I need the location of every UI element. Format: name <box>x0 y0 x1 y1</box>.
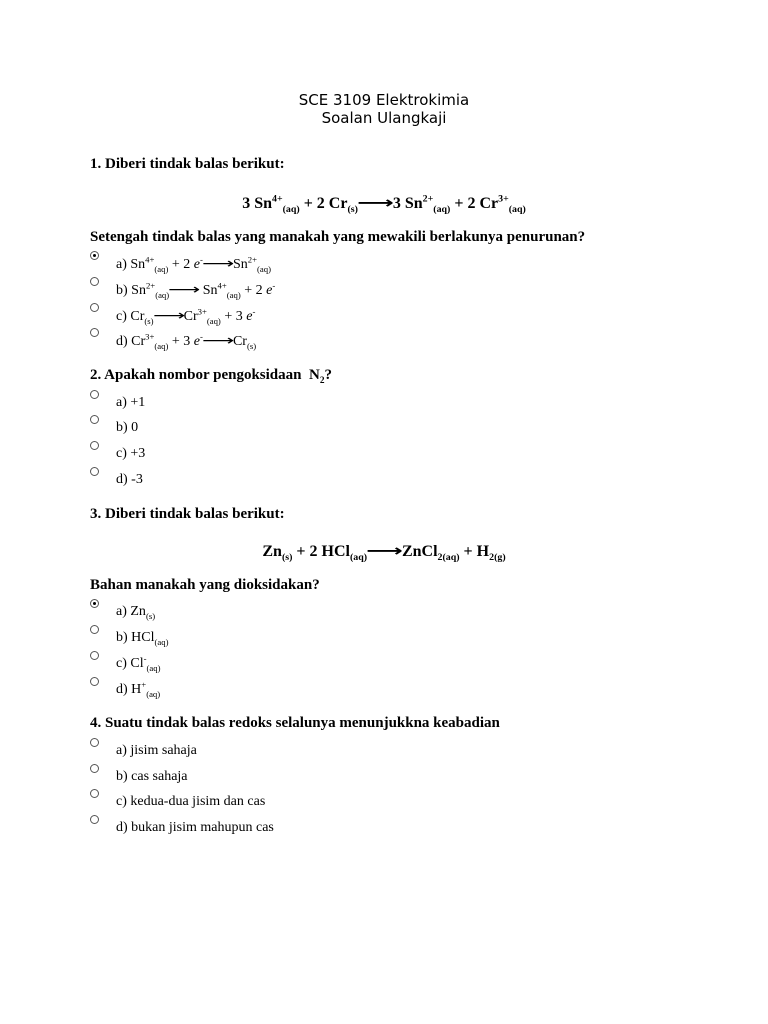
reaction-arrow-icon: ⟶ <box>201 256 234 272</box>
radio-button[interactable] <box>90 625 99 634</box>
radio-button[interactable] <box>90 738 99 747</box>
text-run: 2. Apakah nombor pengoksidaan N <box>90 367 320 383</box>
electron-symbol: e <box>246 309 253 324</box>
subscript: (aq) <box>433 204 451 216</box>
text-run: b) HCl <box>116 630 155 645</box>
question-3-prompt: Bahan manakah yang dioksidakan? <box>90 577 320 593</box>
radio-button[interactable] <box>90 467 99 476</box>
question-3-equation <box>0 541 768 564</box>
question-1-equation <box>0 193 768 216</box>
superscript: 2+ <box>247 254 257 265</box>
radio-button[interactable] <box>90 651 99 660</box>
text-run: b) cas sahaja <box>116 769 188 784</box>
text-run: ? <box>324 367 332 383</box>
superscript: - <box>143 653 147 664</box>
subscript: (s) <box>347 204 358 216</box>
text-run: d) -3 <box>116 472 143 487</box>
superscript: 4+ <box>145 254 155 265</box>
superscript: - <box>200 331 203 342</box>
option-label <box>116 395 145 411</box>
text-run: c) Cl <box>116 656 144 671</box>
superscript: - <box>200 254 203 265</box>
radio-button[interactable] <box>90 277 99 286</box>
superscript: - <box>252 306 256 317</box>
text-run: + 2 Cr <box>450 195 499 212</box>
option-label <box>116 604 155 620</box>
option-label <box>116 256 271 273</box>
text-run: a) Sn <box>116 257 146 272</box>
superscript: 4+ <box>217 280 227 291</box>
text-run: + 2 HCl <box>292 543 350 560</box>
text-run: Cr <box>232 334 247 349</box>
subscript: (s) <box>246 340 257 351</box>
subscript: (aq) <box>206 315 221 326</box>
superscript: 4+ <box>272 193 283 205</box>
radio-button[interactable] <box>90 251 99 260</box>
option-label <box>116 472 143 488</box>
question-1-stem: 1. Diberi tindak balas berikut: <box>90 156 285 172</box>
subscript: (aq) <box>154 340 169 351</box>
reaction-arrow-icon: ⟶ <box>168 282 201 298</box>
superscript: + <box>141 679 147 690</box>
text-run: + 3 <box>168 334 194 349</box>
reaction-arrow-icon: ⟶ <box>357 193 394 212</box>
text-run: Sn <box>232 257 248 272</box>
option-label <box>116 769 188 785</box>
document-subtitle: Soalan Ulangkaji <box>321 109 447 127</box>
subscript: 2 <box>319 376 325 386</box>
text-run: 3 Sn <box>392 195 423 212</box>
superscript: 3+ <box>145 331 155 342</box>
text-run: d) bukan jisim mahupun cas <box>116 820 274 835</box>
subscript: (s) <box>145 610 156 621</box>
option-label <box>116 308 255 325</box>
text-run: a) Zn <box>116 604 146 619</box>
subscript: (s) <box>144 315 154 326</box>
subscript: (aq) <box>508 204 526 216</box>
question-4-stem: 4. Suatu tindak balas redoks selalunya menunjukkna keabadian <box>90 715 500 731</box>
radio-button[interactable] <box>90 677 99 686</box>
option-label <box>116 653 161 673</box>
question-1-prompt: Setengah tindak balas yang manakah yang mewakili berlakunya penurunan? <box>90 229 586 245</box>
superscript: 3+ <box>498 193 509 205</box>
option-label <box>116 743 197 759</box>
radio-button[interactable] <box>90 415 99 424</box>
text-run: a) jisim sahaja <box>116 743 197 758</box>
option-label <box>116 679 161 699</box>
option-label <box>116 630 168 646</box>
text-run: 3 Sn <box>242 195 273 212</box>
document-title: SCE 3109 Elektrokimia <box>298 91 470 109</box>
superscript: 2+ <box>422 193 434 205</box>
subscript: (aq) <box>282 204 300 216</box>
text-run: + H <box>459 543 490 560</box>
reaction-arrow-icon: ⟶ <box>201 333 234 349</box>
subscript: (aq) <box>154 263 169 274</box>
question-3-stem: 3. Diberi tindak balas berikut: <box>90 506 285 522</box>
radio-button[interactable] <box>90 328 99 337</box>
reaction-arrow-icon: ⟶ <box>366 541 403 560</box>
superscript: 2+ <box>145 280 156 291</box>
text-run: b) Sn <box>116 283 146 298</box>
electron-symbol: e <box>266 283 273 298</box>
radio-button[interactable] <box>90 390 99 399</box>
text-run: a) +1 <box>116 395 146 410</box>
subscript: (aq) <box>349 552 368 564</box>
electron-symbol: e <box>193 334 200 349</box>
text-run: + 2 <box>168 257 194 272</box>
reaction-arrow-icon: ⟶ <box>152 308 185 324</box>
subscript: 2(aq) <box>437 552 460 564</box>
superscript: 3+ <box>197 306 207 317</box>
subscript: (aq) <box>226 289 241 300</box>
text-run: b) 0 <box>116 420 139 435</box>
option-label <box>116 282 275 299</box>
radio-button[interactable] <box>90 441 99 450</box>
subscript: (aq) <box>146 688 161 699</box>
option-label <box>116 794 265 810</box>
text-run: Zn <box>262 543 282 560</box>
subscript: 2(g) <box>489 552 506 564</box>
subscript: (aq) <box>257 263 271 274</box>
option-label <box>116 333 256 350</box>
subscript: (aq) <box>154 636 169 647</box>
text-run: c) kedua-dua jisim dan cas <box>116 794 266 809</box>
option-label <box>116 420 138 436</box>
radio-button[interactable] <box>90 599 99 608</box>
text-run: d) Cr <box>116 334 146 349</box>
text-run: Cr <box>183 309 198 324</box>
radio-button[interactable] <box>90 764 99 773</box>
radio-button[interactable] <box>90 789 99 798</box>
option-label <box>116 446 145 462</box>
text-run: c) Cr <box>116 309 145 324</box>
text-run: + 2 <box>240 283 267 298</box>
radio-button[interactable] <box>90 815 99 824</box>
superscript: - <box>272 280 276 291</box>
subscript: (aq) <box>146 662 161 673</box>
question-2-stem <box>90 367 332 384</box>
text-run: + 2 Cr <box>299 195 348 212</box>
electron-symbol: e <box>193 257 200 272</box>
text-run: d) H <box>116 682 142 697</box>
text-run: ZnCl <box>401 543 438 560</box>
subscript: (s) <box>281 552 293 564</box>
text-run: Sn <box>199 283 218 298</box>
option-label <box>116 820 274 836</box>
radio-button[interactable] <box>90 303 99 312</box>
text-run: + 3 <box>220 309 247 324</box>
text-run: c) +3 <box>116 446 146 461</box>
subscript: (aq) <box>155 289 170 300</box>
